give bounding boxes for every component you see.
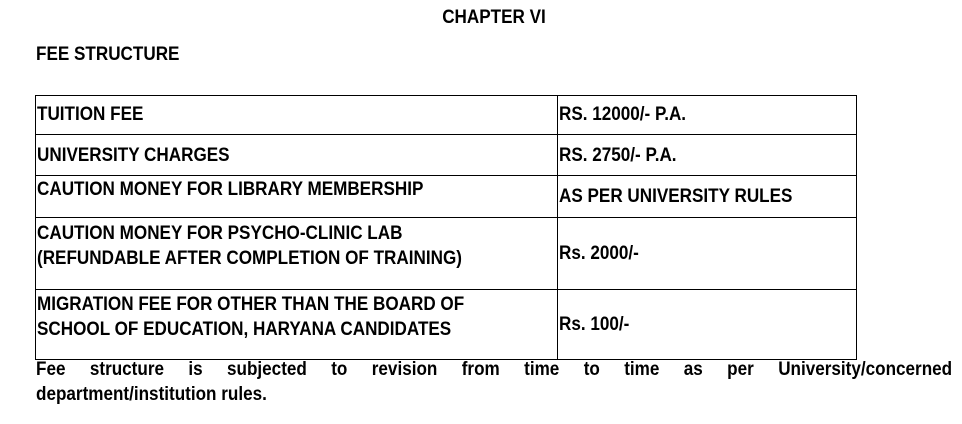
fee-amount-value: RS. 2750/- P.A.: [559, 144, 677, 166]
fee-amount-cell: [558, 290, 857, 360]
table-row: [36, 176, 857, 218]
fee-item-cell: [36, 135, 558, 176]
fee-item-cell: [36, 218, 558, 290]
fee-amount-value: AS PER UNIVERSITY RULES: [559, 186, 793, 207]
fee-item-label-line1: CAUTION MONEY FOR PSYCHO-CLINIC LAB: [37, 223, 403, 244]
fee-item-cell: [36, 176, 558, 218]
note-word: subjected: [227, 359, 307, 380]
revision-note-line2: department/institution rules.: [36, 384, 267, 405]
note-word: is: [188, 359, 203, 380]
note-word: University/concerned: [778, 359, 953, 380]
fee-structure-table: [35, 95, 857, 360]
note-word: time: [624, 359, 660, 380]
fee-item-label-line1: MIGRATION FEE FOR OTHER THAN THE BOARD OF: [37, 294, 465, 315]
fee-amount-value: RS. 12000/- P.A.: [559, 103, 687, 125]
note-word: structure: [89, 359, 164, 380]
table-row: [36, 135, 857, 176]
table-row: [36, 218, 857, 290]
revision-note: [36, 357, 952, 407]
note-word: from: [461, 359, 500, 380]
chapter-title: CHAPTER VI: [442, 7, 546, 28]
fee-item-label: CAUTION MONEY FOR LIBRARY MEMBERSHIP: [37, 179, 424, 200]
note-word: revision: [371, 359, 438, 380]
fee-amount-value: Rs. 2000/-: [559, 243, 639, 264]
fee-item-label: TUITION FEE: [37, 103, 144, 125]
fee-amount-value: Rs. 100/-: [559, 314, 630, 335]
note-word: to: [583, 359, 600, 380]
revision-note-line1: [36, 357, 952, 382]
fee-item-label-line2: (REFUNDABLE AFTER COMPLETION OF TRAINING): [37, 248, 462, 269]
fee-amount-cell: [558, 135, 857, 176]
note-word: Fee: [36, 359, 66, 380]
note-word: time: [524, 359, 560, 380]
section-heading: FEE STRUCTURE: [36, 44, 180, 65]
fee-item-cell: [36, 290, 558, 360]
fee-amount-cell: [558, 96, 857, 135]
table-row: [36, 96, 857, 135]
note-word: to: [331, 359, 348, 380]
table-row: [36, 290, 857, 360]
fee-amount-cell: [558, 218, 857, 290]
fee-item-cell: [36, 96, 558, 135]
fee-item-label: UNIVERSITY CHARGES: [37, 144, 230, 166]
note-word: as: [683, 359, 703, 380]
fee-item-label-line2: SCHOOL OF EDUCATION, HARYANA CANDIDATES: [37, 319, 452, 340]
fee-amount-cell: [558, 176, 857, 218]
note-word: per: [727, 359, 754, 380]
